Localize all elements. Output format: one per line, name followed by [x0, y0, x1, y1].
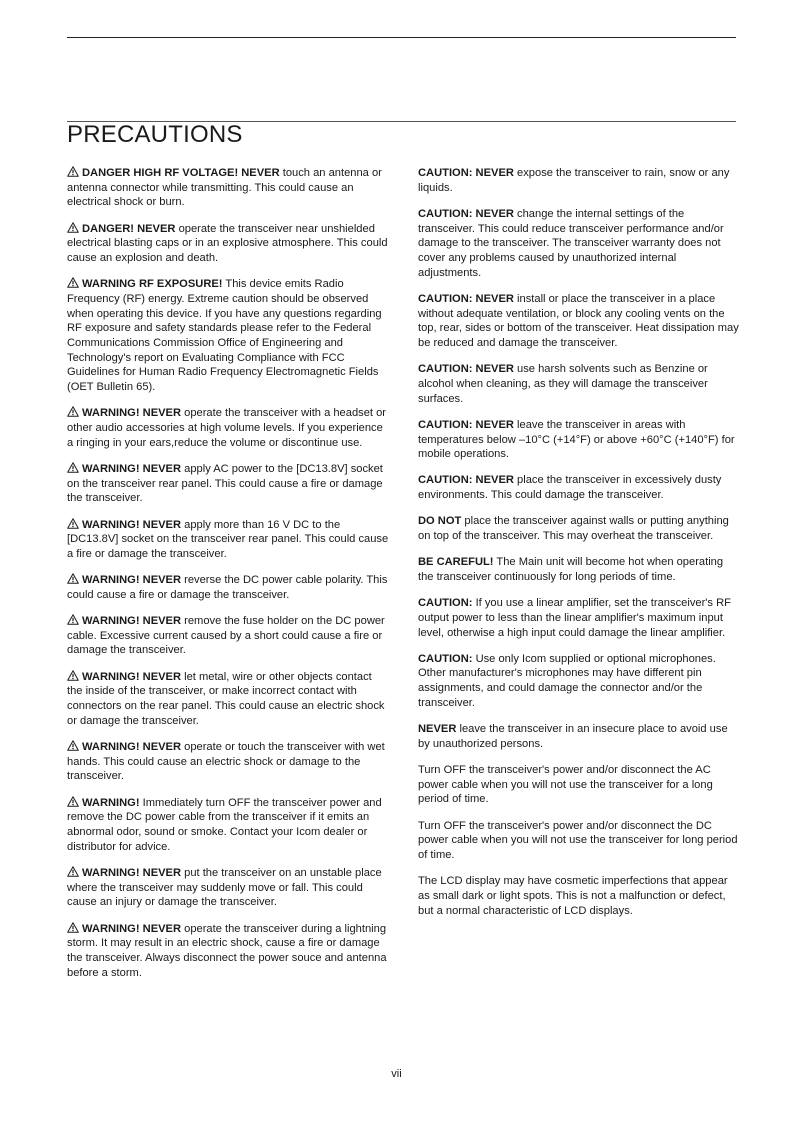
left-column [67, 166, 389, 992]
warning-triangle-icon [67, 614, 79, 625]
precaution-lead: CAUTION: NEVER [418, 363, 514, 376]
warning-triangle-icon [67, 573, 79, 584]
precaution-text: Use only Icom supplied or optional microphones. Other manufacturer's microphones may have different pin assignments, and could damage the connector and/or the transceiver. [418, 652, 716, 709]
precaution-lead: CAUTION: [418, 597, 473, 610]
precaution-lead: WARNING! NEVER [82, 518, 182, 531]
precaution-text: leave the transceiver in an insecure place to avoid use by unauthorized persons. [418, 723, 728, 750]
precaution-text: This device emits Radio Frequency (RF) energy. Extreme caution should be observed when operating this device. If you have any questions regarding RF exposure and safety standards please refer to the Federal Communications Commission Office of Engineering and Technology's report on Evaluating Compliance with FCC Guidelines for Human Radio Frequency Electromagnetic Fields (OET Bulletin 65). [67, 278, 382, 394]
warning-triangle-icon [67, 406, 79, 417]
precaution-lead: WARNING! NEVER [82, 615, 182, 628]
precaution-lead: WARNING! NEVER [82, 462, 182, 475]
precaution-text: operate or touch the transceiver with wet hands. This could cause an electric shock or damage to the transceiver. [67, 741, 385, 783]
warning-item [67, 222, 389, 266]
precaution-text: The LCD display may have cosmetic imperfections that appear as small dark or light spots. This is not a malfunction or defect, but a normal characteristic of LCD displays. [418, 875, 728, 917]
warning-triangle-icon [67, 166, 79, 177]
warning-item [67, 573, 389, 602]
header-rule [67, 37, 736, 38]
precaution-lead: BE CAREFUL! [418, 556, 494, 569]
right-column [418, 166, 740, 930]
precaution-lead: WARNING! NEVER [82, 741, 182, 753]
precaution-text: operate the transceiver during a lightning storm. It may result in an electric shock, cause a fire or damage the transceiver. Always disconnect the power souce and antenna before a storm. [67, 922, 387, 979]
precaution-text: place the transceiver in excessively dusty environments. This could damage the transceiver. [418, 474, 722, 502]
precaution-text: reverse the DC power cable polarity. This could cause a fire or damage the transceiver. [67, 574, 388, 601]
caution-item [418, 652, 740, 711]
precaution-text: touch an antenna or antenna connector while transmitting. This could cause an electrical shock or burn. [67, 167, 382, 209]
caution-item [418, 166, 740, 195]
warning-item [67, 922, 389, 981]
warning-triangle-icon [67, 222, 79, 233]
page-title: PRECAUTIONS [67, 121, 243, 148]
warning-triangle-icon [67, 740, 79, 751]
warning-item [67, 796, 389, 855]
warning-triangle-icon [67, 462, 79, 473]
precaution-text: put the transceiver on an unstable place where the transceiver may suddenly move or fall. This could cause an injury or damage the transceiver. [67, 866, 382, 909]
warning-item [67, 866, 389, 910]
precaution-lead: CAUTION: NEVER [418, 292, 514, 305]
caution-item [418, 819, 740, 863]
warning-triangle-icon [67, 866, 79, 877]
warning-item [67, 518, 389, 562]
precaution-lead: WARNING! [82, 796, 140, 809]
precaution-text: use harsh solvents such as Benzine or alcohol when cleaning, as they will damage the transceiver surfaces. [418, 363, 708, 405]
precaution-lead: CAUTION: NEVER [418, 418, 514, 431]
precaution-lead: CAUTION: NEVER [418, 167, 514, 179]
precaution-text: place the transceiver against walls or putting anything on top of the transceiver. This may overheat the transceiver. [418, 515, 729, 543]
warning-item [67, 462, 389, 506]
precaution-text: If you use a linear amplifier, set the transceiver's RF output power to less than the linear amplifier's maximum input level, otherwise a high input could damage the linear amplifier. [418, 597, 731, 639]
caution-item [418, 207, 740, 281]
precaution-lead: NEVER [418, 723, 457, 736]
warning-item [67, 614, 389, 658]
caution-item [418, 596, 740, 640]
precaution-text: install or place the transceiver in a place without adequate ventilation, or block any cooling vents on the top, rear, sides or bottom of the transceiver. Heat dissipation may be reduced and damage the transceiver. [418, 292, 739, 350]
precaution-lead: CAUTION: NEVER [418, 207, 514, 220]
caution-item [418, 555, 740, 584]
precaution-text: remove the fuse holder on the DC power cable. Excessive current caused by a short could cause a fire or damage the transceiver. [67, 615, 385, 657]
precaution-lead: DO NOT [418, 515, 462, 528]
precaution-lead: WARNING! NEVER [82, 922, 182, 935]
precaution-text: Turn OFF the transceiver's power and/or disconnect the AC power cable when you will not use the transceiver for a long period of time. [418, 764, 713, 806]
warning-item [67, 670, 389, 729]
precaution-text: apply more than 16 V DC to the [DC13.8V] socket on the transceiver rear panel. This could cause a fire or damage the transceiver. [67, 518, 389, 560]
precaution-text: Immediately turn OFF the transceiver power and remove the DC power cable from the transceiver if it emits an abnormal odor, sound or smoke. Contact your Icom dealer or distributor for advice. [67, 796, 382, 853]
precaution-lead: CAUTION: NEVER [418, 474, 514, 487]
caution-item [418, 292, 740, 351]
precaution-lead: CAUTION: [418, 652, 473, 665]
precaution-lead: WARNING! NEVER [82, 866, 182, 879]
warning-item [67, 406, 389, 450]
precaution-text: operate the transceiver with a headset or other audio accessories at high volume levels. If you experience a ringing in your ears,reduce the volume or discontinue use. [67, 407, 387, 449]
precaution-lead: WARNING RF EXPOSURE! [82, 278, 223, 291]
caution-item [418, 763, 740, 807]
precaution-text: leave the transceiver in areas with temperatures below –10°C (+14°F) or above +60°C (+140°F) for mobile operations. [418, 418, 735, 461]
warning-triangle-icon [67, 670, 79, 681]
warning-triangle-icon [67, 796, 79, 807]
page-number: vii [391, 1068, 402, 1080]
precaution-lead: WARNING! NEVER [82, 407, 182, 420]
caution-item [418, 722, 740, 751]
precaution-text: apply AC power to the [DC13.8V] socket on the transceiver rear panel. This could cause a fire or damage the transceiver. [67, 462, 383, 505]
caution-item [418, 418, 740, 462]
precaution-text: Turn OFF the transceiver's power and/or disconnect the DC power cable when you will not use the transceiver for long period of time. [418, 819, 738, 862]
warning-triangle-icon [67, 277, 79, 288]
precaution-text: let metal, wire or other objects contact the inside of the transceiver, or make incorrect contact with connectors on the rear panel. This could cause an electric shock or damage the transceiver. [67, 670, 385, 727]
caution-item [418, 514, 740, 543]
warning-item [67, 277, 389, 395]
caution-item [418, 362, 740, 406]
precaution-lead: WARNING! NEVER [82, 670, 182, 683]
caution-item [418, 874, 740, 918]
precaution-text: operate the transceiver near unshielded electrical blasting caps or in an explosive atmosphere. This could cause an explosion and death. [67, 222, 388, 265]
precaution-lead: DANGER HIGH RF VOLTAGE! NEVER [82, 167, 280, 179]
precaution-lead: DANGER! NEVER [82, 222, 176, 235]
precaution-text: expose the transceiver to rain, snow or any liquids. [418, 167, 730, 194]
warning-triangle-icon [67, 518, 79, 529]
precaution-text: change the internal settings of the transceiver. This could reduce transceiver performance and/or damage to the transceiver. The transceiver warranty does not cover any problems caused by unauthorized internal adjustments. [418, 207, 724, 279]
precaution-text: The Main unit will become hot when operating the transceiver continuously for long periods of time. [418, 556, 724, 583]
precaution-lead: WARNING! NEVER [82, 574, 182, 587]
warning-triangle-icon [67, 922, 79, 933]
warning-item [67, 740, 389, 784]
caution-item [418, 473, 740, 502]
warning-item [67, 166, 389, 210]
